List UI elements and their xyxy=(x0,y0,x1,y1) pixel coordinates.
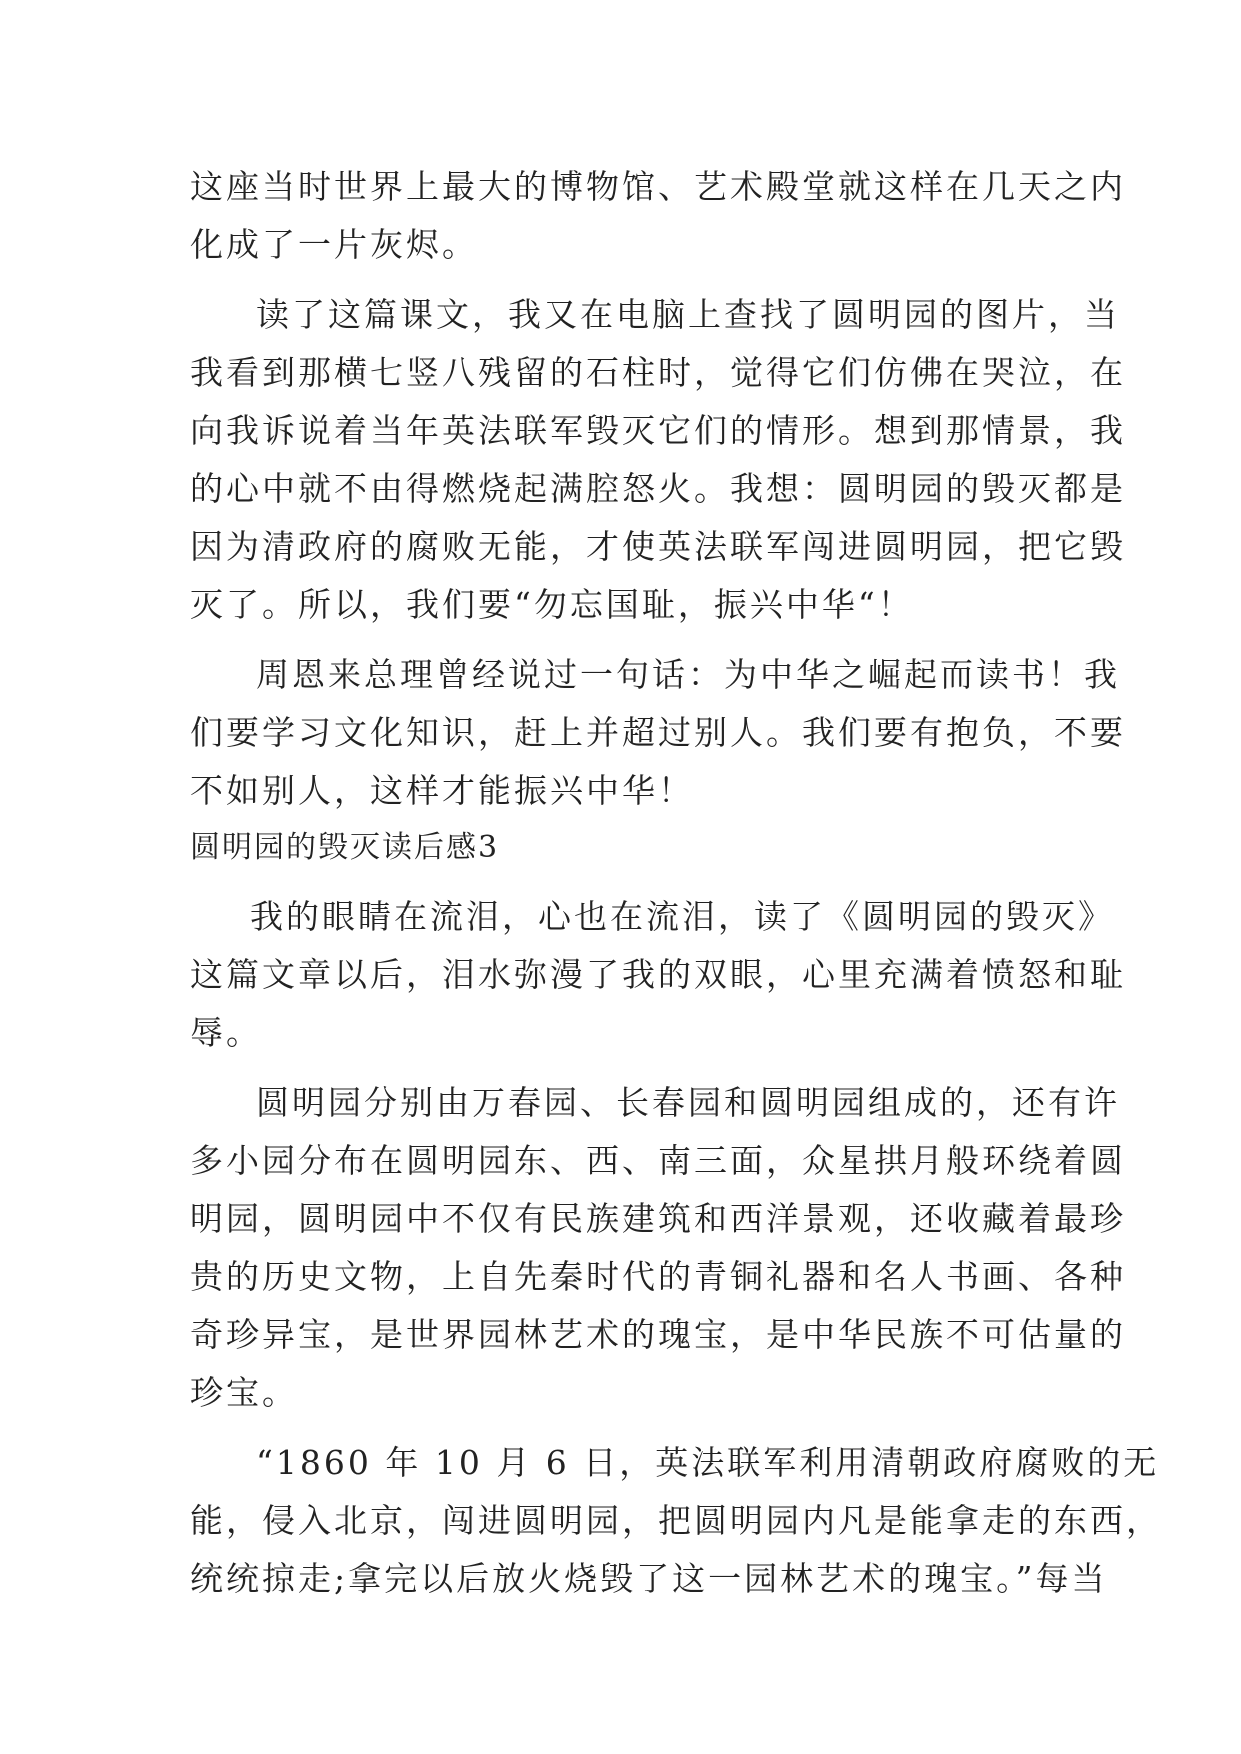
text-line: 我看到那横七竖八残留的石柱时，觉得它们仿佛在哭泣，在 xyxy=(190,353,1126,392)
text-line: 明园，圆明园中不仅有民族建筑和西洋景观，还收藏着最珍 xyxy=(190,1199,1126,1238)
text-line: 这篇文章以后，泪水弥漫了我的双眼，心里充满着愤怒和耻 xyxy=(190,955,1126,994)
text-line: “1860 年 10 月 6 日，英法联军利用清朝政府腐败的无 xyxy=(256,1443,1160,1482)
document-body xyxy=(190,158,1162,1608)
paragraph-5 xyxy=(190,1074,1126,1422)
paragraph-4 xyxy=(190,888,1126,1062)
section-heading: 圆明园的毁灭读后感3 xyxy=(190,830,500,865)
text-line: 能，侵入北京，闯进圆明园，把圆明园内凡是能拿走的东西， xyxy=(190,1501,1162,1540)
paragraph-1 xyxy=(190,158,1126,274)
text-line: 周恩来总理曾经说过一句话：为中华之崛起而读书！我 xyxy=(256,655,1120,694)
text-line: 统统掠走;拿完以后放火烧毁了这一园林艺术的瑰宝。”每当 xyxy=(190,1559,1108,1598)
text-line: 化成了一片灰烬。 xyxy=(190,225,478,264)
paragraph-3 xyxy=(190,646,1126,820)
text-line: 多小园分布在圆明园东、西、南三面，众星拱月般环绕着圆 xyxy=(190,1141,1126,1180)
text-line: 不如别人，这样才能振兴中华！ xyxy=(190,771,694,810)
text-line: 灭了。所以，我们要“勿忘国耻，振兴中华“！ xyxy=(190,585,914,624)
text-line: 我的眼睛在流泪，心也在流泪，读了《圆明园的毁灭》 xyxy=(250,897,1114,936)
text-line: 的心中就不由得燃烧起满腔怒火。我想：圆明园的毁灭都是 xyxy=(190,469,1126,508)
text-line: 奇珍异宝，是世界园林艺术的瑰宝，是中华民族不可估量的 xyxy=(190,1315,1126,1354)
text-line: 读了这篇课文，我又在电脑上查找了圆明园的图片，当 xyxy=(256,295,1120,334)
text-line: 圆明园分别由万春园、长春园和圆明园组成的，还有许 xyxy=(256,1083,1120,1122)
text-line: 珍宝。 xyxy=(190,1373,298,1412)
text-line: 贵的历史文物，上自先秦时代的青铜礼器和名人书画、各种 xyxy=(190,1257,1126,1296)
text-line: 这座当时世界上最大的博物馆、艺术殿堂就这样在几天之内 xyxy=(190,167,1126,206)
text-line: 向我诉说着当年英法联军毁灭它们的情形。想到那情景，我 xyxy=(190,411,1126,450)
text-line: 辱。 xyxy=(190,1013,262,1052)
text-line: 因为清政府的腐败无能，才使英法联军闯进圆明园，把它毁 xyxy=(190,527,1126,566)
text-line: 们要学习文化知识，赶上并超过别人。我们要有抱负，不要 xyxy=(190,713,1126,752)
paragraph-2 xyxy=(190,286,1126,634)
paragraph-6 xyxy=(190,1434,1162,1608)
